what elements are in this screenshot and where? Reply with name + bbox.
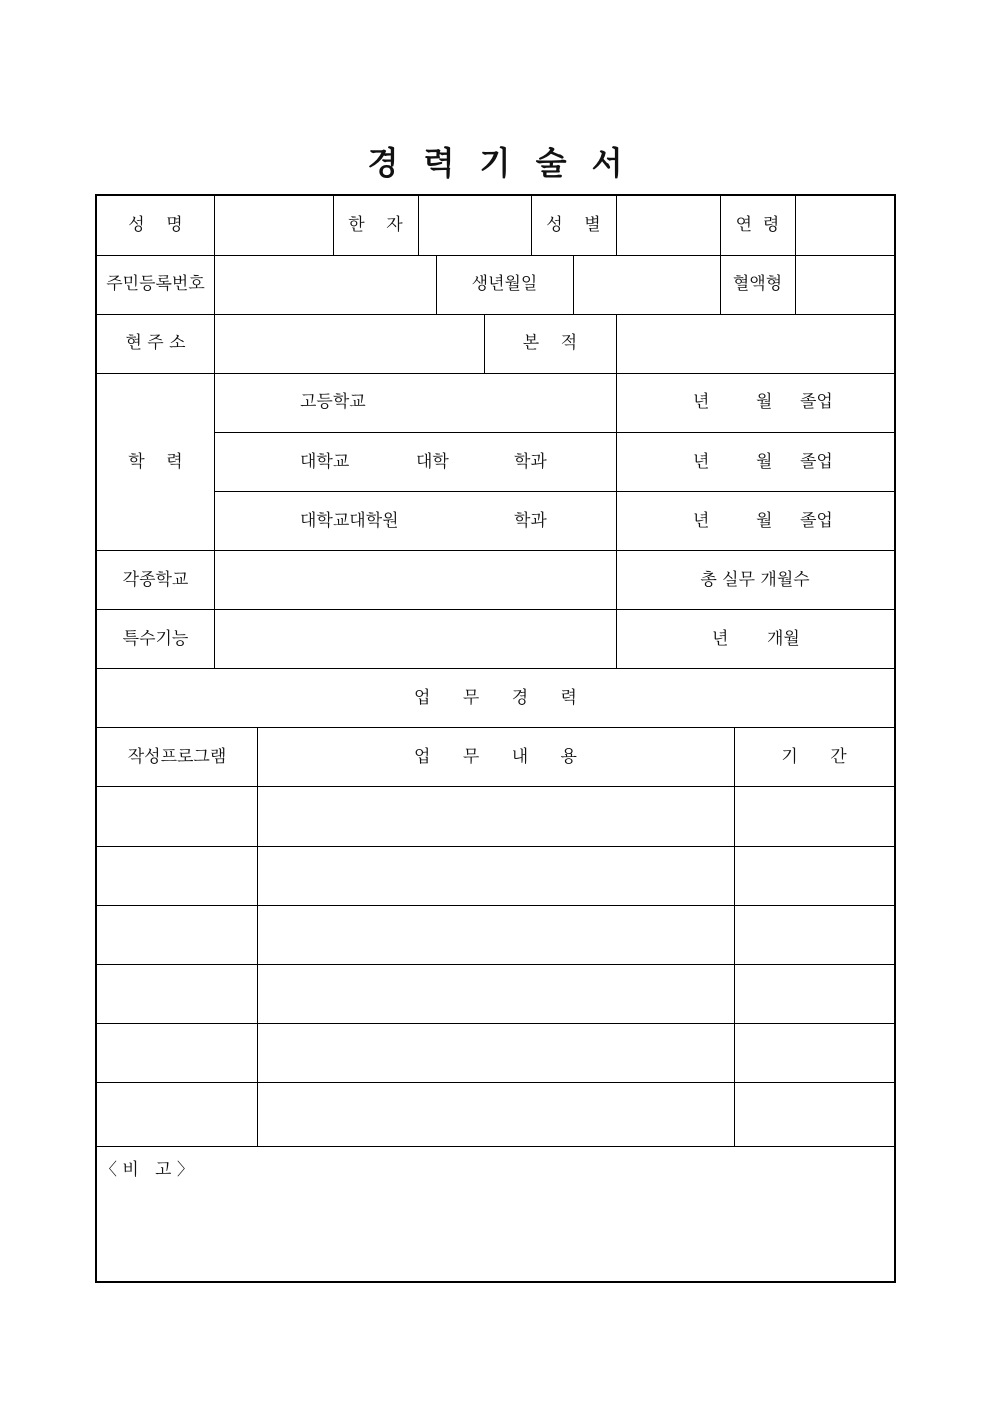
- graduation-label: 졸업: [800, 452, 833, 472]
- row-divider: [97, 314, 894, 315]
- row-divider: [97, 609, 894, 610]
- university-label: 대학교: [300, 452, 350, 472]
- row-divider: [97, 1082, 894, 1083]
- months-label: 개월: [767, 629, 800, 649]
- origin-label: 본 적: [522, 333, 578, 353]
- col-divider: [734, 727, 735, 1146]
- row-divider: [97, 668, 894, 669]
- row-divider: [97, 727, 894, 728]
- col-divider: [616, 373, 617, 669]
- graduation-label: 졸업: [800, 511, 833, 531]
- col-divider: [214, 255, 215, 314]
- row-divider: [97, 550, 894, 551]
- col-divider: [573, 255, 574, 314]
- year-label: 년: [693, 511, 710, 531]
- row-divider: [214, 432, 894, 433]
- content-header: 업 무 내 용: [414, 747, 577, 767]
- college-label: 대학: [416, 452, 449, 472]
- row-divider: [97, 255, 894, 256]
- id-number-label: 주민등록번호: [106, 274, 205, 294]
- address-label: 현 주 소: [125, 333, 186, 353]
- row-divider: [97, 905, 894, 906]
- education-label: 학 력: [128, 452, 183, 472]
- row-divider: [97, 964, 894, 965]
- row-divider: [97, 786, 894, 787]
- total-experience-label: 총 실무 개월수: [700, 570, 810, 590]
- col-divider: [214, 373, 215, 669]
- year-label: 년: [712, 629, 729, 649]
- year-label: 년: [693, 392, 710, 412]
- month-label: 월: [756, 392, 773, 412]
- document-title: 경 력 기 술 서: [367, 144, 625, 182]
- row-divider: [97, 846, 894, 847]
- col-divider: [616, 196, 617, 255]
- high-school-label: 고등학교: [300, 392, 366, 412]
- department-label: 학과: [514, 452, 547, 472]
- gender-label: 성 별: [546, 215, 601, 235]
- hanja-label: 한 자: [348, 215, 403, 235]
- remarks-label: 〈 비 고 〉: [100, 1160, 194, 1180]
- age-label: 연 령: [735, 215, 780, 235]
- col-divider: [795, 255, 796, 314]
- blood-type-label: 혈액형: [732, 274, 783, 294]
- program-header: 작성프로그램: [127, 747, 227, 767]
- other-school-label: 각종학교: [122, 570, 189, 590]
- month-label: 월: [756, 511, 773, 531]
- month-label: 월: [756, 452, 773, 472]
- col-divider: [795, 196, 796, 255]
- period-header: 기 간: [781, 747, 847, 767]
- graduation-label: 졸업: [800, 392, 833, 412]
- col-divider: [214, 196, 215, 255]
- row-divider: [214, 491, 894, 492]
- graduate-school-label: 대학교대학원: [300, 511, 399, 531]
- col-divider: [257, 727, 258, 1146]
- skills-label: 특수기능: [122, 629, 189, 649]
- career-section-title: 업 무 경 력: [414, 688, 577, 708]
- birth-date-label: 생년월일: [471, 274, 538, 294]
- row-divider: [97, 1146, 894, 1147]
- row-divider: [97, 373, 894, 374]
- row-divider: [97, 1023, 894, 1024]
- career-form: [95, 194, 896, 1283]
- col-divider: [214, 314, 215, 373]
- col-divider: [616, 314, 617, 373]
- col-divider: [418, 196, 419, 255]
- year-label: 년: [693, 452, 710, 472]
- name-label: 성 명: [128, 215, 183, 235]
- department-label: 학과: [514, 511, 547, 531]
